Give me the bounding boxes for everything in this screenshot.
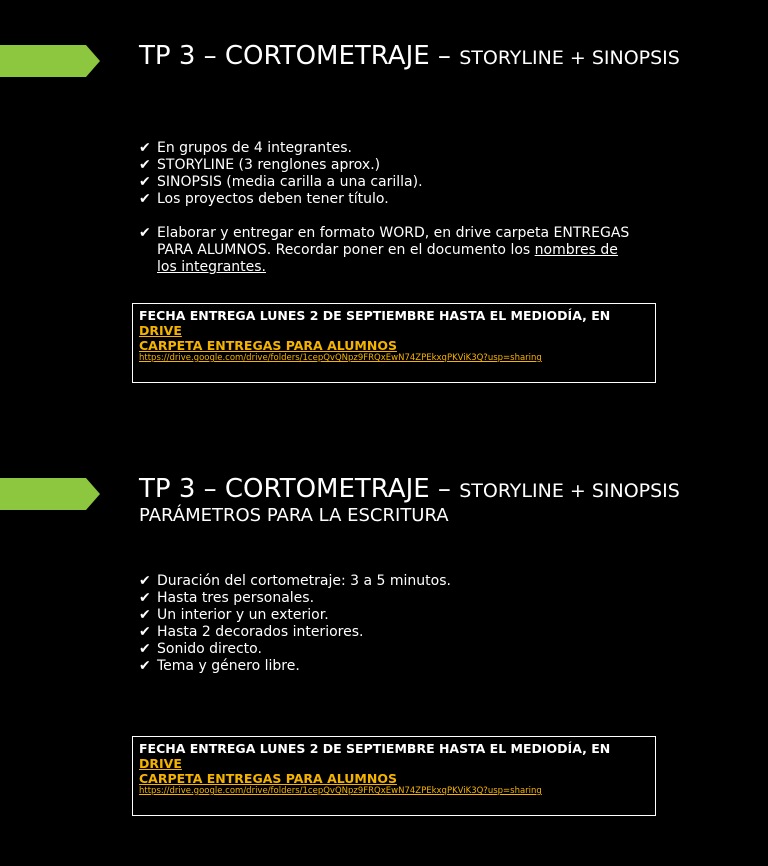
folder-link[interactable]: CARPETA ENTREGAS PARA ALUMNOS (139, 771, 397, 786)
checkmark-icon: ✔ (139, 157, 151, 173)
members-names-note: nombres de los integrantes. (157, 242, 618, 275)
checkmark-icon: ✔ (139, 641, 151, 657)
list-item: ✔ SINOPSIS (media carilla a una carilla). (139, 174, 423, 190)
slide1-delivery-box (132, 303, 656, 383)
slide2-subtitle: PARÁMETROS PARA LA ESCRITURA (139, 505, 449, 526)
list-item: ✔ Sonido directo. (139, 641, 262, 657)
delivery-date-heading: FECHA ENTREGA LUNES 2 DE SEPTIEMBRE HASTA EL MEDIODÍA, EN (139, 741, 611, 756)
checkmark-icon: ✔ (139, 607, 151, 623)
slide1-title (139, 42, 739, 73)
checkmark-icon: ✔ (139, 658, 151, 674)
list-item: ✔ Los proyectos deben tener título. (139, 191, 389, 207)
folder-link[interactable]: CARPETA ENTREGAS PARA ALUMNOS (139, 338, 397, 353)
checkmark-icon: ✔ (139, 590, 151, 606)
list-item: ✔ Hasta 2 decorados interiores. (139, 624, 364, 640)
slide1-requirements-list (139, 140, 639, 276)
list-item: ✔ STORYLINE (3 renglones aprox.) (139, 157, 381, 173)
list-item: ✔ Tema y género libre. (139, 658, 300, 674)
slide2-title-main: TP 3 – CORTOMETRAJE – (139, 474, 460, 504)
list-item: ✔ Hasta tres personales. (139, 590, 315, 606)
checkmark-icon: ✔ (139, 140, 151, 156)
slide2-title (139, 475, 739, 506)
checkmark-icon: ✔ (139, 624, 151, 640)
checkmark-icon: ✔ (139, 191, 151, 207)
drive-link[interactable]: DRIVE (139, 756, 182, 771)
checkmark-icon: ✔ (139, 174, 151, 190)
drive-link[interactable]: DRIVE (139, 323, 182, 338)
folder-url-link[interactable]: https://drive.google.com/drive/folders/1cepQvQNpz9FRQxEwN74ZPEkxqPKViK3Q?usp=sharing (139, 786, 542, 796)
slide1-title-small: STORYLINE + SINOPSIS (459, 47, 680, 69)
delivery-date-heading: FECHA ENTREGA LUNES 2 DE SEPTIEMBRE HASTA EL MEDIODÍA, EN (139, 308, 611, 323)
slide2-delivery-box (132, 736, 656, 816)
slide2-title-small: STORYLINE + SINOPSIS (459, 480, 680, 502)
checkmark-icon: ✔ (139, 573, 151, 589)
slide1-title-main: TP 3 – CORTOMETRAJE – (139, 41, 460, 71)
slide2-parameters-list (139, 573, 639, 675)
list-item-delivery: ✔ Elaborar y entregar en formato WORD, en drive carpeta ENTREGAS PARA ALUMNOS. Recordar poner en el documento los nombres de los integrantes. (139, 225, 630, 275)
checkmark-icon: ✔ (139, 225, 151, 241)
list-item: ✔ En grupos de 4 integrantes. (139, 140, 352, 156)
slide1-arrow-marker (0, 45, 100, 77)
folder-url-link[interactable]: https://drive.google.com/drive/folders/1cepQvQNpz9FRQxEwN74ZPEkxqPKViK3Q?usp=sharing (139, 353, 542, 363)
list-item: ✔ Duración del cortometraje: 3 a 5 minutos. (139, 573, 451, 589)
list-item: ✔ Un interior y un exterior. (139, 607, 329, 623)
slide2-arrow-marker (0, 478, 100, 510)
